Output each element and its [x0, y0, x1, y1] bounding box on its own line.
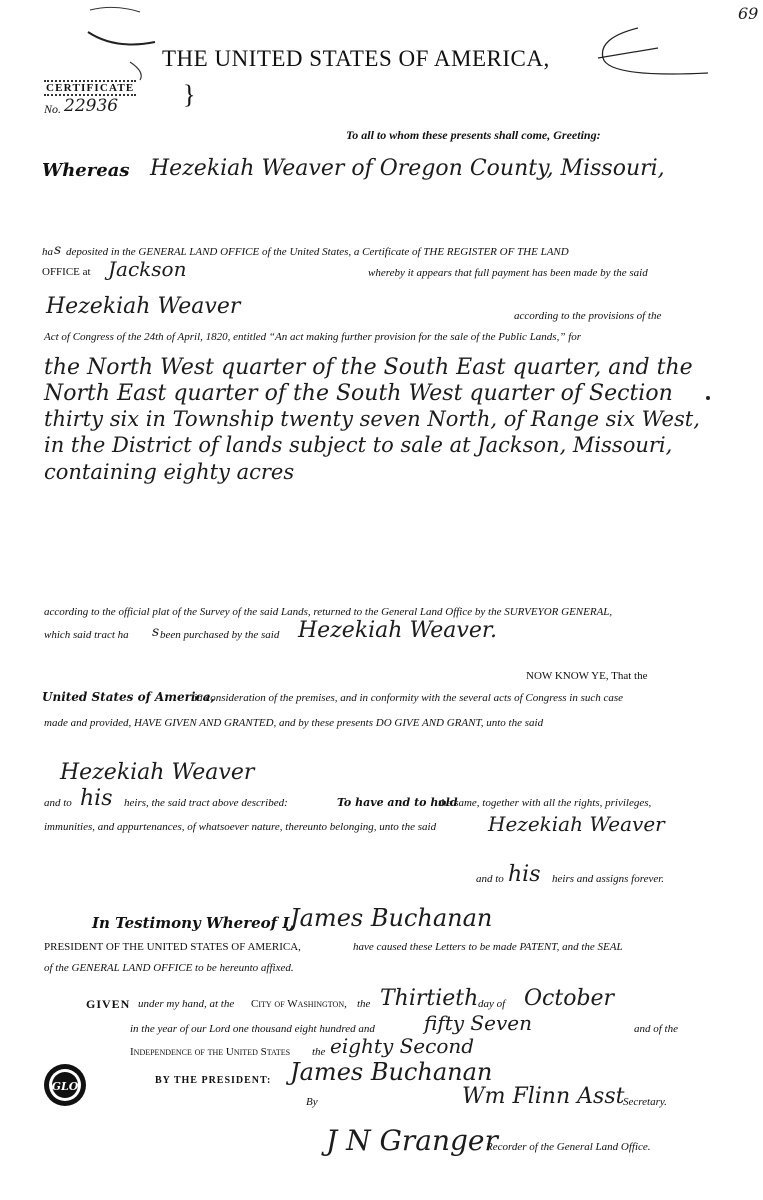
certificate-brace: }	[183, 80, 196, 109]
by-the-president-label: BY THE PRESIDENT:	[155, 1075, 272, 1086]
purchased-prefix: which said tract ha	[44, 629, 129, 641]
given-text: under my hand, at the	[138, 998, 235, 1010]
his-handwritten: his	[508, 862, 541, 887]
given-label: GIVEN	[86, 997, 131, 1011]
certificate-no-label: No.	[44, 102, 62, 116]
land-description-line: thirty six in Township twenty seven North, of Range six West,	[44, 407, 700, 431]
his-handwritten: his	[80, 786, 113, 811]
now-know-ye: NOW KNOW YE, That the	[526, 670, 648, 682]
land-description-line: the North West quarter of the South East quarter, and the	[44, 355, 693, 380]
land-description-line: containing eighty acres	[44, 460, 295, 484]
assigns-text: heirs and assigns forever.	[552, 873, 665, 885]
office-at-label: OFFICE at	[42, 266, 91, 278]
whereby-text: whereby it appears that full payment has been made by the said	[368, 267, 648, 279]
certificate-number: 22936	[64, 96, 119, 116]
according-text: according to the provisions of the	[514, 310, 662, 322]
grant-text-line: in consideration of the premises, and in conformity with the several acts of Congress in such case	[194, 692, 624, 704]
greeting: To all to whom these presents shall come, Greeting:	[346, 128, 601, 142]
land-description-line: North East quarter of the South West quarter of Section	[44, 381, 673, 406]
day-handwritten: Thirtieth	[380, 986, 479, 1011]
president-name-handwritten: James Buchanan	[290, 904, 493, 932]
independence-year-handwritten: eighty Second	[330, 1034, 475, 1058]
united-states-gothic: United States of America,	[42, 690, 215, 704]
and-of-the-text: and of the	[634, 1023, 678, 1035]
has-suffix-handwritten: s	[54, 242, 62, 258]
grantee-name-handwritten: Hezekiah Weaver	[46, 294, 241, 319]
page-number: 69	[738, 4, 759, 23]
whereas-heading: Whereas	[42, 160, 130, 181]
document-title: THE UNITED STATES OF AMERICA,	[162, 46, 550, 71]
land-description-line: in the District of lands subject to sale at Jackson, Missouri,	[44, 433, 673, 457]
office-place-handwritten: Jackson	[108, 257, 187, 281]
purchased-suffix: been purchased by the said	[160, 629, 280, 641]
immunities-text: immunities, and appurtenances, of whatsoever nature, thereunto belonging, unto the said	[44, 821, 437, 833]
secretary-signature: Wm Flinn Asst	[462, 1084, 625, 1109]
the-text: the	[312, 1046, 326, 1058]
deposit-text: deposited in the GENERAL LAND OFFICE of the United States, a Certificate of THE REGISTER OF THE LAND	[66, 246, 569, 258]
testimony-line: have caused these Letters to be made PATENT, and the SEAL	[353, 941, 623, 953]
grantee-name-handwritten: Hezekiah Weaver	[60, 760, 255, 785]
act-text: Act of Congress of the 24th of April, 1820, entitled “An act making further provision for the sale of the Public Lands,” for	[44, 331, 582, 343]
margin-brace-drawing	[578, 18, 728, 88]
recorder-signature: J N Granger	[326, 1124, 498, 1157]
purchased-s-handwritten: s	[152, 624, 160, 640]
by-label: By	[306, 1096, 318, 1108]
the-text: the	[357, 998, 371, 1010]
recorder-label: Recorder of the General Land Office.	[486, 1141, 651, 1153]
land-office-seal	[42, 1062, 88, 1108]
testimony-line: of the GENERAL LAND OFFICE to be hereunto affixed.	[44, 962, 294, 974]
heirs-text: the same, together with all the rights, privileges,	[438, 797, 652, 809]
heirs-text: heirs, the said tract above described:	[124, 797, 288, 809]
has-prefix: ha	[42, 246, 53, 258]
purchaser-name-handwritten: Hezekiah Weaver.	[298, 618, 497, 643]
secretary-label: Secretary.	[623, 1096, 667, 1108]
day-of-text: day of	[478, 998, 506, 1010]
month-handwritten: October	[524, 986, 615, 1011]
testimony-heading: In Testimony Whereof I,	[92, 914, 295, 932]
independence-text: Independence of the United States	[130, 1046, 291, 1058]
city-of-washington: City of Washington,	[251, 998, 347, 1010]
certificate-label: CERTIFICATE	[46, 82, 135, 94]
margin-scribble	[60, 2, 170, 82]
grantee-intro-handwritten: Hezekiah Weaver of Oregon County, Missouri,	[150, 156, 665, 181]
grant-text-line: made and provided, HAVE GIVEN AND GRANTED, and by these presents DO GIVE AND GRANT, unto the said	[44, 717, 544, 729]
testimony-line: PRESIDENT OF THE UNITED STATES OF AMERICA,	[44, 941, 301, 953]
and-to-text: and to	[476, 873, 504, 885]
and-to-text: and to	[44, 797, 72, 809]
to-have-and-hold: To have and to hold	[337, 796, 458, 809]
year-text: in the year of our Lord one thousand eight hundred and	[130, 1023, 375, 1035]
ink-dot	[706, 396, 710, 400]
president-signature: James Buchanan	[290, 1058, 493, 1086]
year-handwritten: fifty Seven	[424, 1011, 532, 1035]
survey-text: according to the official plat of the Survey of the said Lands, returned to the General Land Office by the SURVEYOR GENERAL,	[44, 606, 613, 618]
seal-letters: GLO	[51, 1080, 79, 1093]
grantee-name-handwritten: Hezekiah Weaver	[488, 812, 665, 836]
